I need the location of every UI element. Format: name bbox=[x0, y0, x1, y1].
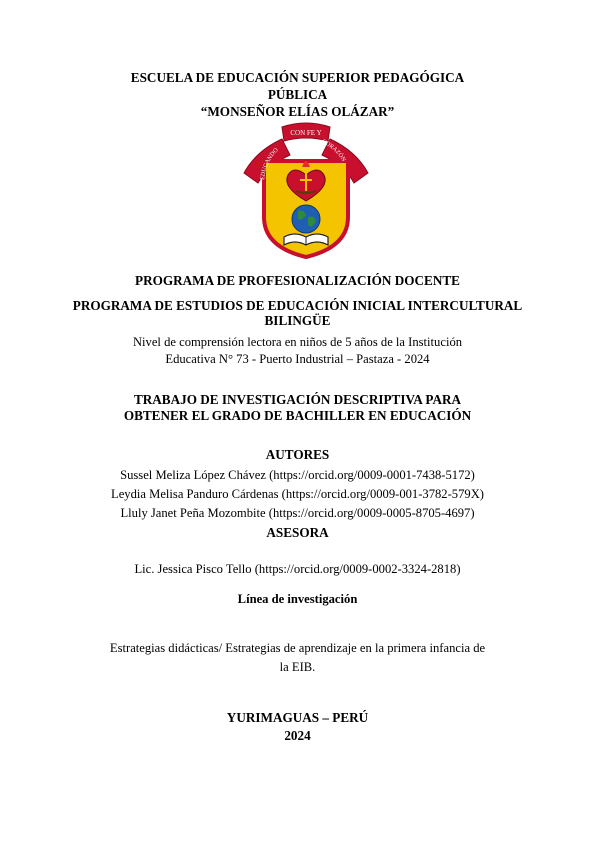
author-1: Sussel Meliza López Chávez (https://orcid.org/0009-0001-7438-5172) bbox=[120, 468, 475, 482]
program-line-1: PROGRAMA DE PROFESIONALIZACIÓN DOCENTE bbox=[135, 273, 460, 288]
institution-crest-logo bbox=[242, 121, 370, 259]
institution-line-3: “MONSEÑOR ELÍAS OLÁZAR” bbox=[200, 104, 395, 119]
research-line-text-1: Estrategias didácticas/ Estrategias de aprendizaje en la primera infancia de bbox=[109, 641, 486, 655]
author-3: Lluly Janet Peña Mozombite (https://orcid.org/0009-0005-8705-4697) bbox=[120, 506, 475, 520]
author-2: Leydia Melisa Panduro Cárdenas (https://orcid.org/0009-001-3782-579X) bbox=[111, 487, 484, 501]
program-line-3: BILINGÜE bbox=[264, 313, 331, 328]
program-line-2: PROGRAMA DE ESTUDIOS DE EDUCACIÓN INICIAL INTERCULTURAL bbox=[72, 298, 523, 313]
work-type-line-1: TRABAJO DE INVESTIGACIÓN DESCRIPTIVA PARA bbox=[133, 392, 462, 407]
institution-line-2: PÚBLICA bbox=[267, 87, 328, 102]
globe bbox=[292, 205, 320, 233]
motto-center: CON FE Y bbox=[290, 129, 322, 137]
advisor-heading: ASESORA bbox=[266, 525, 329, 540]
motto-left: EDUCANDO bbox=[260, 147, 280, 181]
title-line-1: Nivel de comprensión lectora en niños de 5 años de la Institución bbox=[132, 335, 463, 349]
authors-heading: AUTORES bbox=[265, 447, 330, 462]
footer-year: 2024 bbox=[284, 728, 311, 743]
title-line-2: Educativa N° 73 - Puerto Industrial – Pastaza - 2024 bbox=[165, 352, 430, 366]
institution-line-1: ESCUELA DE EDUCACIÓN SUPERIOR PEDAGÓGICA bbox=[130, 70, 465, 85]
footer-place: YURIMAGUAS – PERÚ bbox=[226, 710, 369, 725]
motto-right: CORAZÓN bbox=[320, 138, 347, 163]
research-line-heading: Línea de investigación bbox=[237, 592, 358, 606]
work-type-line-2: OBTENER EL GRADO DE BACHILLER EN EDUCACIÓN bbox=[123, 408, 472, 423]
research-line-text-2: la EIB. bbox=[279, 660, 316, 674]
advisor-name: Lic. Jessica Pisco Tello (https://orcid.org/0009-0002-3324-2818) bbox=[134, 562, 461, 576]
